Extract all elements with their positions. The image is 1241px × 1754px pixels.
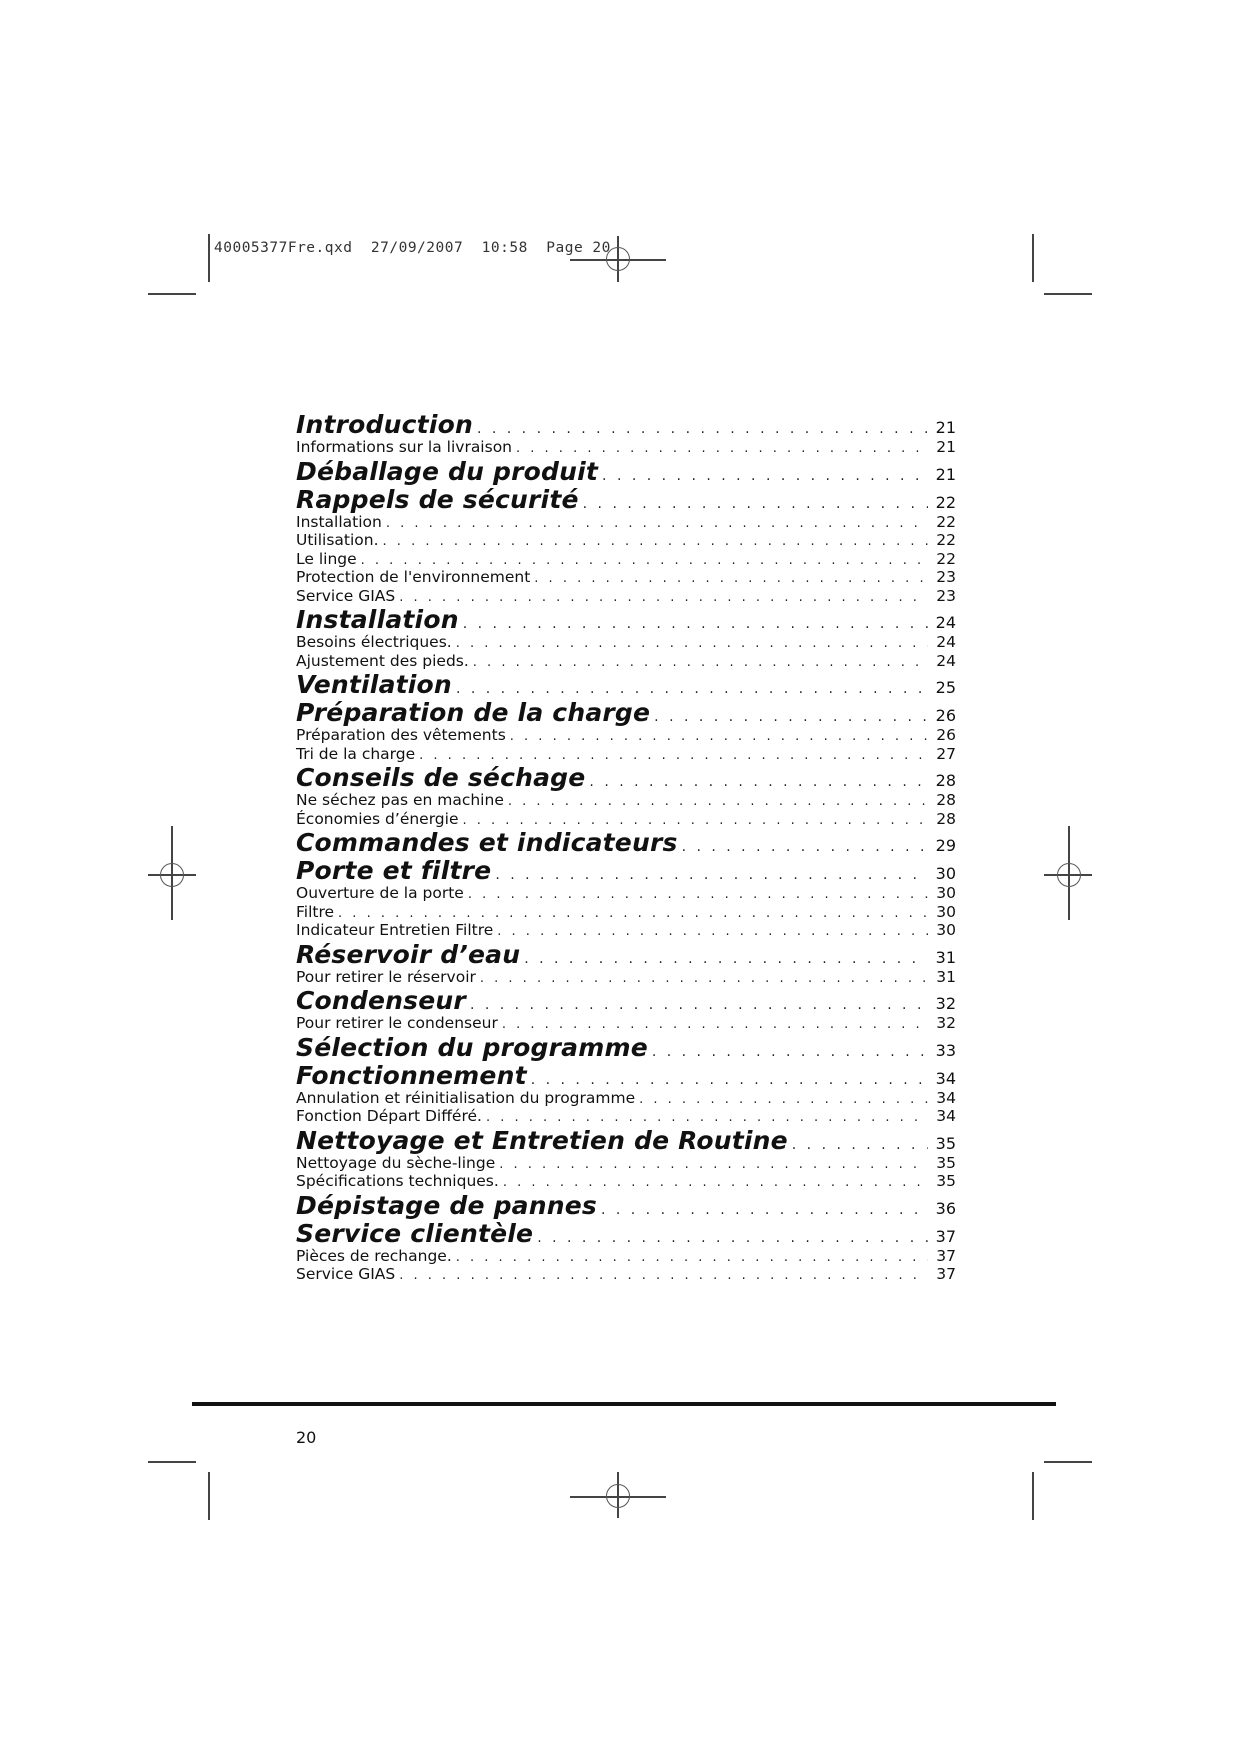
crop-mark	[1032, 1472, 1034, 1520]
toc-title: Protection de l'environnement	[296, 568, 531, 586]
toc-title: Commandes et indicateurs	[296, 828, 678, 857]
toc-heading[interactable]	[296, 986, 956, 1014]
crop-mark	[148, 293, 196, 295]
toc-page-number: 37	[936, 1246, 956, 1265]
dot-leader	[510, 729, 928, 744]
toc-title: Réservoir d’eau	[296, 939, 521, 969]
dot-leader	[534, 571, 928, 586]
toc-title: Indicateur Entretien Filtre	[296, 921, 494, 939]
toc-title: Ouverture de la porte	[296, 884, 464, 902]
registration-mark	[606, 247, 630, 271]
toc-page-number: 37	[935, 1226, 956, 1246]
toc-heading[interactable]	[296, 940, 956, 968]
toc-subentry[interactable]	[296, 633, 956, 652]
toc-title: Utilisation.	[296, 531, 379, 549]
dot-leader	[361, 553, 928, 568]
toc-page-number: 22	[935, 492, 956, 512]
toc-title: Ajustement des pieds.	[296, 651, 469, 670]
toc-page-number: 29	[935, 836, 956, 855]
toc-title: Sélection du programme	[296, 1032, 648, 1062]
dot-leader	[470, 997, 928, 1013]
toc-page-number: 30	[936, 902, 956, 921]
toc-heading[interactable]	[296, 763, 956, 791]
toc-subentry[interactable]	[296, 652, 956, 671]
toc-page-number: 36	[935, 1198, 956, 1218]
toc-page-number: 27	[936, 744, 956, 763]
dot-leader	[456, 681, 928, 697]
registration-mark	[1057, 863, 1081, 887]
toc-title: Rappels de sécurité	[296, 484, 579, 514]
toc-title: Service GIAS	[296, 586, 396, 605]
registration-mark	[160, 863, 184, 887]
dot-leader	[463, 616, 928, 632]
toc-subentry[interactable]	[296, 810, 956, 829]
toc-heading[interactable]	[296, 410, 956, 438]
toc-page-number: 35	[936, 1172, 956, 1190]
toc-title: Spécifications techniques.	[296, 1172, 499, 1190]
toc-heading[interactable]	[296, 1033, 956, 1061]
toc-page-number: 31	[936, 967, 956, 986]
toc-page-number: 25	[935, 678, 956, 697]
toc-title: Informations sur la livraison	[296, 438, 513, 456]
toc-page-number: 24	[936, 651, 956, 670]
dot-leader	[399, 1268, 928, 1283]
dot-leader	[583, 496, 928, 512]
toc-subentry[interactable]	[296, 1172, 956, 1191]
toc-title: Préparation des vêtements	[296, 726, 506, 744]
toc-page-number: 31	[935, 947, 956, 967]
dot-leader	[792, 1137, 928, 1153]
toc-subentry[interactable]	[296, 791, 956, 810]
toc-page-number: 30	[935, 864, 956, 883]
dot-leader	[456, 636, 928, 651]
toc-title: Dépistage de pannes	[296, 1190, 597, 1220]
toc-page-number: 32	[936, 1014, 956, 1032]
toc-heading[interactable]	[296, 457, 956, 485]
toc-title: Porte et filtre	[296, 856, 492, 885]
toc-page-number: 23	[936, 568, 956, 586]
dot-leader	[531, 1072, 928, 1088]
dot-leader	[589, 774, 928, 790]
toc-heading[interactable]	[296, 698, 956, 726]
toc-subentry[interactable]	[296, 438, 956, 457]
registration-mark	[606, 1484, 630, 1508]
toc-title: Préparation de la charge	[296, 698, 651, 727]
toc-title: Filtre	[296, 902, 335, 921]
toc-subentry[interactable]	[296, 587, 956, 606]
toc-heading[interactable]	[296, 1219, 956, 1247]
dot-leader	[524, 951, 928, 967]
toc-title: Pièces de rechange.	[296, 1246, 452, 1265]
toc-page-number: 28	[936, 809, 956, 828]
toc-subentry[interactable]	[296, 1247, 956, 1266]
toc-subentry[interactable]	[296, 921, 956, 940]
toc-page-number: 28	[935, 771, 956, 790]
toc-title: Nettoyage et Entretien de Routine	[296, 1125, 788, 1155]
dot-leader	[502, 1017, 928, 1032]
toc-title: Service clientèle	[296, 1218, 534, 1248]
dot-leader	[508, 794, 928, 809]
toc-title: Installation	[296, 605, 459, 634]
toc-title: Pour retirer le condenseur	[296, 1014, 498, 1032]
dot-leader	[602, 468, 928, 484]
print-slug: 40005377Fre.qxd 27/09/2007 10:58 Page 20	[214, 240, 611, 256]
dot-leader	[639, 1092, 928, 1107]
toc-subentry[interactable]	[296, 1154, 956, 1173]
toc-page-number: 37	[936, 1265, 956, 1283]
footer-rule	[192, 1402, 1056, 1406]
toc-page-number: 30	[936, 921, 956, 939]
toc-title: Le linge	[296, 549, 357, 568]
toc-heading[interactable]	[296, 828, 956, 856]
toc-page-number: 34	[935, 1068, 956, 1088]
toc-subentry[interactable]	[296, 513, 956, 532]
toc-title: Tri de la charge	[296, 744, 416, 763]
toc-title: Introduction	[296, 410, 473, 439]
dot-leader	[338, 906, 928, 921]
toc-page-number: 24	[936, 633, 956, 651]
toc-title: Ne séchez pas en machine	[296, 791, 504, 809]
dot-leader	[503, 1175, 928, 1190]
dot-leader	[480, 971, 928, 986]
crop-mark	[1044, 1461, 1092, 1463]
toc-page-number: 32	[935, 994, 956, 1013]
toc-page-number: 23	[936, 586, 956, 605]
toc-title: Besoins électriques.	[296, 633, 452, 651]
toc-heading[interactable]	[296, 856, 956, 884]
dot-leader	[516, 441, 928, 456]
toc-page-number: 21	[935, 464, 956, 484]
toc-page-number: 21	[936, 438, 956, 456]
toc-subentry[interactable]	[296, 903, 956, 922]
toc-subentry[interactable]	[296, 550, 956, 569]
toc-title: Économies d’énergie	[296, 809, 459, 828]
toc-subentry[interactable]	[296, 568, 956, 587]
toc-subentry[interactable]	[296, 1107, 956, 1126]
crop-mark	[1044, 293, 1092, 295]
dot-leader	[537, 1230, 928, 1246]
toc-heading[interactable]	[296, 670, 956, 698]
dot-leader	[486, 1110, 928, 1125]
toc-page-number: 34	[936, 1088, 956, 1107]
toc-title: Installation	[296, 512, 382, 531]
toc-title: Fonctionnement	[296, 1060, 527, 1090]
toc-title: Conseils de séchage	[296, 763, 586, 792]
dot-leader	[495, 867, 928, 883]
crop-mark	[208, 234, 210, 282]
toc-title: Ventilation	[296, 670, 452, 699]
toc-page-number: 35	[936, 1153, 956, 1172]
toc-page-number: 35	[935, 1133, 956, 1153]
toc-heading[interactable]	[296, 1126, 956, 1154]
dot-leader	[419, 748, 928, 763]
toc-heading[interactable]	[296, 605, 956, 633]
page-number: 20	[296, 1428, 317, 1447]
dot-leader	[468, 887, 928, 902]
toc-subentry[interactable]	[296, 1265, 956, 1284]
toc-page-number: 33	[935, 1040, 956, 1060]
toc-title: Annulation et réinitialisation du programme	[296, 1088, 636, 1107]
dot-leader	[601, 1202, 928, 1218]
toc-subentry[interactable]	[296, 726, 956, 745]
dot-leader	[654, 709, 928, 725]
dot-leader	[463, 813, 929, 828]
dot-leader	[477, 421, 928, 437]
toc-title: Pour retirer le réservoir	[296, 967, 476, 986]
toc-heading[interactable]	[296, 1191, 956, 1219]
dot-leader	[386, 516, 928, 531]
table-of-contents	[296, 410, 956, 1284]
crop-mark	[148, 1461, 196, 1463]
toc-page-number: 22	[936, 512, 956, 531]
toc-page-number: 26	[935, 706, 956, 725]
toc-page-number: 24	[935, 613, 956, 632]
toc-heading[interactable]	[296, 1061, 956, 1089]
toc-title: Service GIAS	[296, 1265, 396, 1283]
toc-title: Déballage du produit	[296, 456, 599, 486]
toc-title: Nettoyage du sèche-linge	[296, 1153, 496, 1172]
toc-page-number: 26	[936, 726, 956, 744]
toc-page-number: 28	[936, 791, 956, 809]
toc-subentry[interactable]	[296, 1014, 956, 1033]
toc-subentry[interactable]	[296, 968, 956, 987]
toc-heading[interactable]	[296, 485, 956, 513]
dot-leader	[497, 924, 928, 939]
dot-leader	[652, 1044, 928, 1060]
toc-page-number: 22	[936, 549, 956, 568]
toc-page-number: 22	[936, 531, 956, 549]
toc-subentry[interactable]	[296, 884, 956, 903]
toc-page-number: 34	[936, 1107, 956, 1125]
toc-page-number: 21	[935, 418, 956, 437]
toc-subentry[interactable]	[296, 1089, 956, 1108]
toc-subentry[interactable]	[296, 745, 956, 764]
toc-title: Fonction Départ Différé.	[296, 1107, 482, 1125]
toc-title: Condenseur	[296, 986, 466, 1015]
dot-leader	[456, 1250, 928, 1265]
crop-mark	[1032, 234, 1034, 282]
toc-page-number: 30	[936, 884, 956, 902]
dot-leader	[383, 534, 928, 549]
dot-leader	[499, 1157, 928, 1172]
dot-leader	[473, 655, 928, 670]
crop-mark	[208, 1472, 210, 1520]
dot-leader	[682, 839, 928, 855]
dot-leader	[399, 590, 928, 605]
toc-subentry[interactable]	[296, 531, 956, 550]
